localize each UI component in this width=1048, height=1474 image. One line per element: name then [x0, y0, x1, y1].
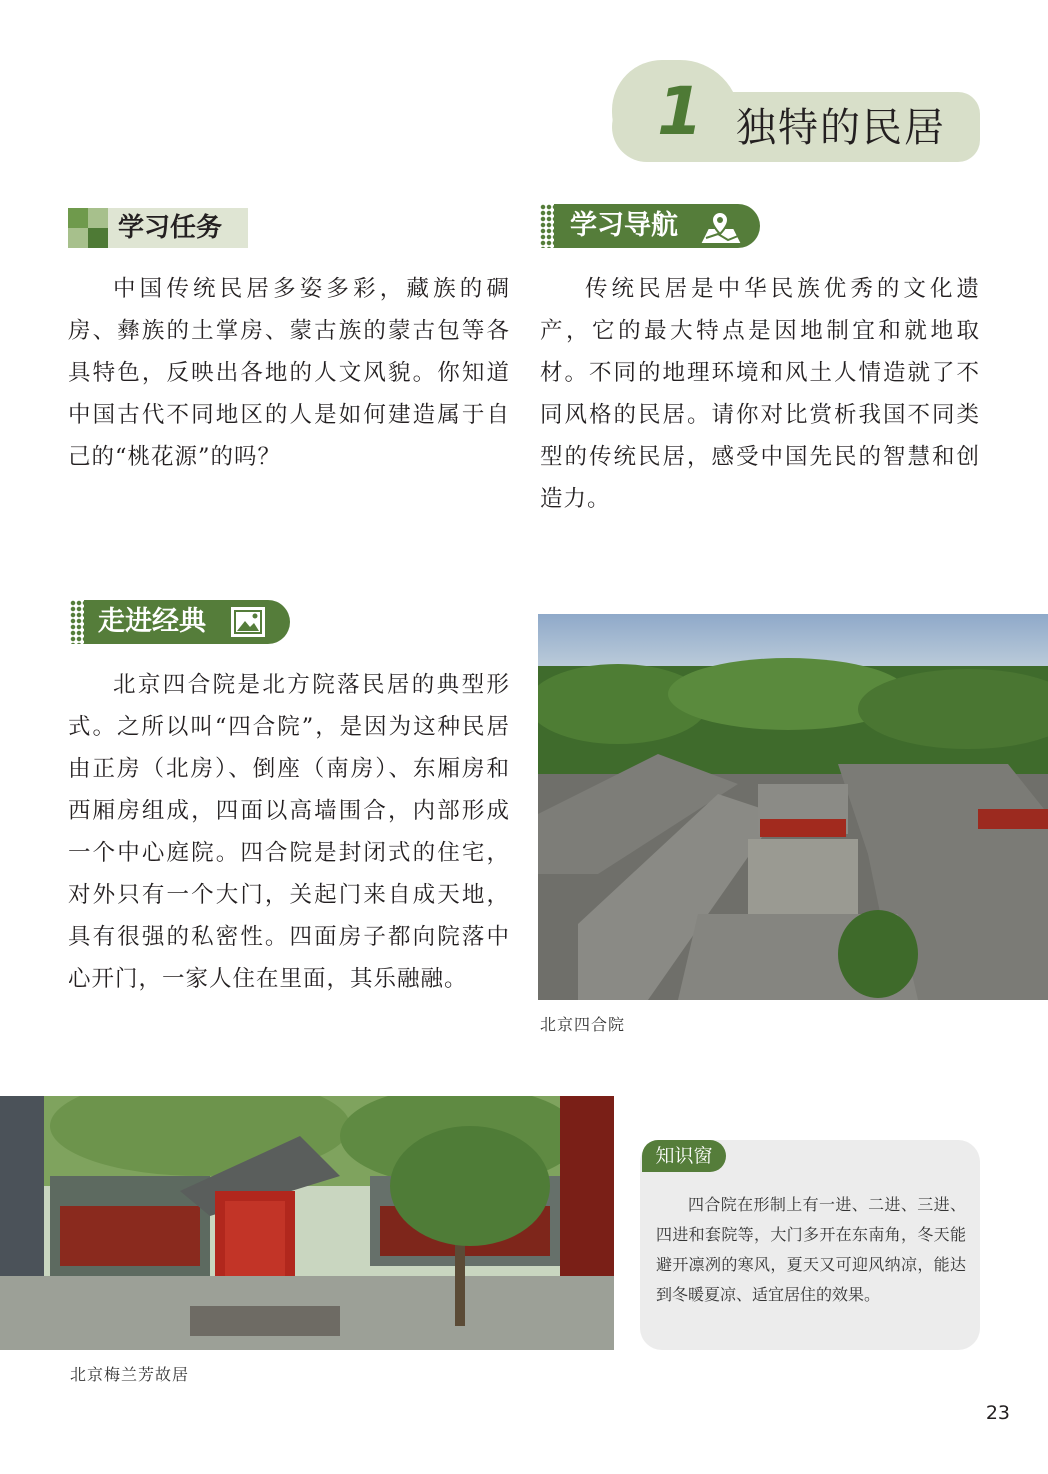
map-pin-icon	[698, 208, 744, 246]
knowledge-window-text: 四合院在形制上有一进、二进、三进、四进和套院等，大门多开在东南角，冬天能避开凛冽的寒风，夏天又可迎风纳凉，能达到冬暖夏凉、适宜居住的效果。	[656, 1195, 966, 1304]
picture-icon	[228, 604, 268, 640]
dots-decoration	[70, 600, 98, 644]
navigation-heading: 学习导航	[570, 210, 678, 241]
classic-text: 北京四合院是北方院落民居的典型形式。之所以叫“四合院”，是因为这种民居由正房（北房）、倒座（南房）、东厢房和西厢房组成，四面以高墙围合，内部形成一个中心庭院。四合院是封闭式的住宅，对外只有一个大门，关起门来自成天地，具有很强的私密性。四面房子都向院落中心开门，一家人住在里面，其乐融融。	[68, 672, 510, 992]
checker-icon	[68, 208, 108, 248]
navigation-text-block	[540, 268, 980, 520]
classic-heading: 走进经典	[98, 606, 206, 637]
navigation-heading-pill	[554, 204, 760, 248]
siheyuan-caption: 北京四合院	[540, 1015, 626, 1034]
task-text: 中国传统民居多姿多彩，藏族的碉房、彝族的土掌房、蒙古族的蒙古包等各具特色，反映出各地的人文风貌。你知道中国古代不同地区的人是如何建造属于自己的“桃花源”的吗？	[68, 276, 510, 470]
dots-decoration	[540, 204, 568, 248]
classic-text-block	[68, 664, 510, 1000]
meilanfang-photo	[0, 1096, 614, 1350]
task-text-block	[68, 268, 510, 478]
siheyuan-photo	[538, 614, 1048, 1000]
chapter-title: 独特的民居	[736, 105, 946, 151]
navigation-text: 传统民居是中华民族优秀的文化遗产，它的最大特点是因地制宜和就地取材。不同的地理环境和风土人情造就了不同风格的民居。请你对比赏析我国不同类型的传统民居，感受中国先民的智慧和创造力。	[540, 276, 980, 512]
classic-heading-pill	[84, 600, 290, 644]
task-heading: 学习任务	[118, 213, 223, 243]
page-number: 23	[985, 1402, 1010, 1424]
chapter-number: 1	[657, 73, 703, 150]
meilanfang-caption: 北京梅兰芳故居	[70, 1365, 190, 1384]
knowledge-window-label: 知识窗	[642, 1140, 726, 1172]
